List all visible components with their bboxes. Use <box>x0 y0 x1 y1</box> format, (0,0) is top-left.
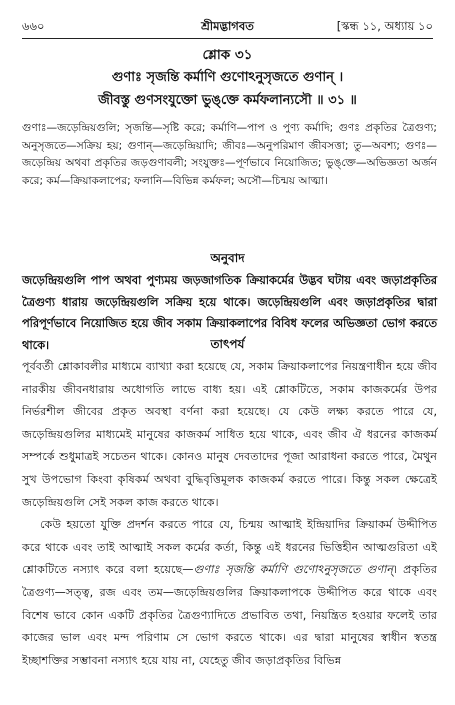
verse-line-1: গুণাঃ সৃজন্তি কর্মাণি গুণোঽনুসৃজতে গুণান্ । <box>111 70 344 85</box>
section-reference: [স্কন্ধ ১১, অধ্যায় ১০ <box>336 19 433 33</box>
word-for-word: গুণাঃ—জড়েন্দ্রিয়গুলি; সৃজন্তি—সৃষ্টি করে; কর্মাণি—পাপ ও পুণ্য কর্মাদি; গুণঃ প্রকৃতির ত্রৈগুণ্য; অনুসৃজতে—সক্রিয় হয়; গুণান্—জড়েন্দ্রিয়াদি; জীবঃ—অনুপরিমাণ জীবসত্তা; তু—অবশ্য; গুণঃ—জড়েন্দ্রিয় অথবা প্রকৃতির জড়গুণাবলী; সংযুক্তঃ—পূর্ণভাবে নিয়োজিত; ভুঙ্‌ক্তে—অভিজ্ঞতা অর্জন করে; কর্ম—ক্রিয়াকলাপের; ফলানি—বিভিন্ন কর্মফল; অসৌ—চিন্ময় আত্মা। <box>22 122 437 187</box>
purport-heading: তাৎপর্য <box>210 337 245 351</box>
header-divider <box>22 38 433 39</box>
verse-text <box>22 66 433 112</box>
verse-heading: শ্লোক ৩১ <box>202 47 253 63</box>
purport-paragraph-2-start: কেউ হয়তো যুক্তি প্রদর্শন করতে পারে যে, চিন্ময় আত্মাই ইন্দ্রিয়াদির ক্রিয়াকর্ম উদ্দীপিত করে থাকে এবং তাই আত্মাই সকল কর্মের কর্তা, কিন্তু এই ধরনের ভিত্তিহীন আত্মগুরিতা এই শ্লোকটিতে নস্যাৎ করে বলা হয়েছে— <box>22 518 437 577</box>
translation-text: জড়েন্দ্রিয়গুলি পাপ অথবা পুণ্যময় জড়জাগতিক ক্রিয়াকর্মের উদ্ভব ঘটায় এবং জড়াপ্রকৃতির ত্রৈগুণ্য ধারায় জড়েন্দ্রিয়গুলি সক্রিয় হয়ে থাকে। জড়েন্দ্রিয়গুলি এবং জড়াপ্রকৃতির দ্বারা পরিপূর্ণভাবে নিয়োজিত হয়ে জীব সকাম ক্রিয়াকলাপের বিবিধ ফলের অভিজ্ঞতা ভোগ করতে থাকে। <box>22 274 437 352</box>
verse-line-2: জীবস্তু গুণসংযুক্তো ভুঙ্‌ক্তে কর্মফলান্যসৌ ॥ ৩১ ॥ <box>98 93 357 108</box>
translation-heading: অনুবাদ <box>210 251 245 265</box>
quoted-verse-phrase: গুণাঃ সৃজন্তি কর্মাণি গুণোঽনুসৃজতে গুণান্ <box>193 563 394 577</box>
page-header <box>22 16 433 36</box>
purport-paragraph-2-rest: । প্রকৃতির ত্রৈগুণ্য—সত্ত্ব, রজ এবং তম—জড়েন্দ্রিয়গুলির ক্রিয়াকলাপকে উদ্দীপিত করে থাকে এবং বিশেষ ভাবে কোন একটি প্রকৃতির ত্রৈগুণ্যাদিতে প্রভাবিত তথা, নিয়ন্ত্রিত হওয়ার ফলেই তার কাজের ভাল এবং মন্দ পরিণাম সে ভোগ করতে থাকে। এর দ্বারা মানুষের স্বাধীন স্বতন্ত্র ইচ্ছাশক্তির সম্ভাবনা নস্যাৎ হয়ে যায় না, যেহেতু জীব জড়াপ্রকৃতির বিভিন্ন <box>22 563 437 667</box>
page-number: ৬৬০ <box>22 19 45 33</box>
purport-paragraph-1: পূর্ববর্তী শ্লোকাবলীর মাধ্যমে ব্যাখ্যা করা হয়েছে যে, সকাম ক্রিয়াকলাপের নিয়ন্ত্রণাধীন হয়ে জীব নারকীয় জীবনধারায় অধোগতি লাভে বাধ্য হয়। এই শ্লোকটিতে, সকাম কাজকর্মের উপর নির্ভরশীল জীবের প্রকৃত অবস্থা বর্ণনা করা হয়েছে। যে কেউ লক্ষ্য করতে পারে যে, জড়েন্দ্রিয়গুলির মাধ্যমেই মানুষের কাজকর্ম সাধিত হয়ে থাকে, এবং জীব ঐ ধরনের কাজকর্ম সম্পর্কে শুধুমাত্রই সচেতন থাকে। কোনও মানুষ দেবতাদের পূজা আরাধনা করতে পারে, মৈথুন সুখ উপভোগ কিংবা কৃষিকর্ম অথবা বুদ্ধিবৃত্তিমূলক কাজকর্ম করতে পারে। কিন্তু সকল ক্ষেত্রেই জড়েন্দ্রিয়গুলি সেই সকল কাজ করতে থাকে। <box>22 360 437 509</box>
purport-paragraph-2 <box>22 514 437 672</box>
book-title: শ্রীমদ্ভাগবত <box>201 19 254 33</box>
purport-text <box>22 356 437 672</box>
